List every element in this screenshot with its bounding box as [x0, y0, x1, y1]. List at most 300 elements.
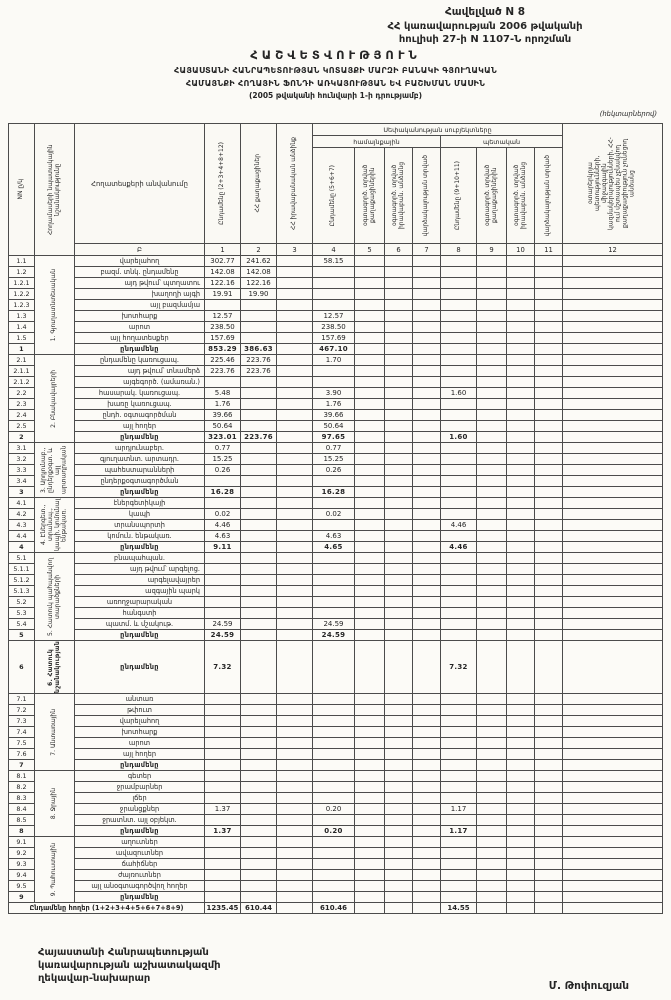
table-row — [9, 869, 663, 880]
table-row — [9, 377, 663, 388]
value-cell — [563, 770, 663, 781]
value-cell — [241, 399, 277, 410]
value-cell — [313, 704, 355, 715]
value-cell — [507, 575, 535, 586]
value-cell — [477, 465, 507, 476]
value-cell — [277, 421, 313, 432]
value-cell — [477, 443, 507, 454]
value-cell — [313, 300, 355, 311]
value-cell — [507, 891, 535, 902]
value-cell — [507, 410, 535, 421]
value-cell — [535, 300, 563, 311]
value-cell — [413, 553, 441, 564]
value-cell — [385, 825, 413, 836]
value-cell — [205, 770, 241, 781]
value-cell — [535, 891, 563, 902]
header-row-top — [9, 124, 663, 136]
value-cell — [477, 344, 507, 355]
value-cell — [441, 531, 477, 542]
value-cell — [441, 586, 477, 597]
value-cell — [413, 880, 441, 891]
value-cell — [241, 619, 277, 630]
value-cell — [507, 542, 535, 553]
value-cell — [441, 399, 477, 410]
value-cell — [277, 443, 313, 454]
value-cell — [355, 693, 385, 704]
value-cell — [477, 454, 507, 465]
value-cell — [563, 399, 663, 410]
table-row — [9, 586, 663, 597]
value-cell — [535, 322, 563, 333]
value-cell — [535, 388, 563, 399]
value-cell: 15.25 — [205, 454, 241, 465]
value-cell — [385, 410, 413, 421]
value-cell — [277, 432, 313, 443]
col-header-6: օգտագործ. տրված իրավաբան. անձանց — [385, 148, 413, 244]
value-cell — [563, 388, 663, 399]
value-cell — [563, 715, 663, 726]
subtotal-row — [9, 432, 663, 443]
value-cell — [563, 792, 663, 803]
value-cell — [563, 377, 663, 388]
value-cell — [313, 792, 355, 803]
value-cell — [477, 520, 507, 531]
value-cell — [477, 693, 507, 704]
value-cell — [205, 608, 241, 619]
value-cell — [241, 630, 277, 641]
value-cell — [385, 377, 413, 388]
row-number: 1.2.3 — [9, 300, 35, 311]
row-label: ընդամենը — [75, 542, 205, 553]
value-cell — [477, 399, 507, 410]
value-cell — [477, 759, 507, 770]
value-cell — [241, 410, 277, 421]
value-cell — [241, 542, 277, 553]
row-label: կապի — [75, 509, 205, 520]
row-label: այլ հողեր — [75, 421, 205, 432]
value-cell — [313, 366, 355, 377]
value-cell — [413, 465, 441, 476]
col-header-9: օգտագործ. տրված քաղաքացիներին — [477, 148, 507, 244]
table-row — [9, 781, 663, 792]
value-cell — [277, 858, 313, 869]
value-cell — [507, 366, 535, 377]
value-cell — [355, 498, 385, 509]
value-cell — [563, 693, 663, 704]
value-cell — [205, 836, 241, 847]
table-row — [9, 355, 663, 366]
value-cell — [563, 748, 663, 759]
value-cell: 241.62 — [241, 256, 277, 267]
value-cell — [205, 476, 241, 487]
community-subgroup-header: համայնքային — [313, 136, 441, 148]
value-cell — [507, 880, 535, 891]
row-number: 8.2 — [9, 781, 35, 792]
row-number: 7.3 — [9, 715, 35, 726]
value-cell — [385, 333, 413, 344]
value-cell — [355, 748, 385, 759]
value-cell — [535, 377, 563, 388]
table-row — [9, 726, 663, 737]
value-cell — [563, 344, 663, 355]
value-cell — [277, 597, 313, 608]
value-cell — [277, 454, 313, 465]
value-cell — [241, 520, 277, 531]
row-label: ջրատնտ. այլ օբյեկտ. — [75, 814, 205, 825]
value-cell — [313, 693, 355, 704]
value-cell — [277, 586, 313, 597]
value-cell — [385, 803, 413, 814]
value-cell — [563, 355, 663, 366]
value-cell — [563, 366, 663, 377]
value-cell — [205, 759, 241, 770]
value-cell — [563, 553, 663, 564]
value-cell: 610.46 — [313, 902, 355, 913]
value-cell — [385, 531, 413, 542]
row-number: 5.2 — [9, 597, 35, 608]
value-cell — [535, 825, 563, 836]
value-cell — [413, 704, 441, 715]
value-cell — [241, 781, 277, 792]
subtotal-row — [9, 641, 663, 694]
value-cell — [477, 770, 507, 781]
value-cell — [385, 586, 413, 597]
table-row — [9, 553, 663, 564]
value-cell — [313, 814, 355, 825]
value-cell — [205, 814, 241, 825]
value-cell — [277, 759, 313, 770]
value-cell — [535, 366, 563, 377]
value-cell — [535, 355, 563, 366]
value-cell — [385, 432, 413, 443]
value-cell — [563, 476, 663, 487]
value-cell — [205, 498, 241, 509]
ownership-group-header: Սեփականության սուբյեկտները — [313, 124, 563, 136]
value-cell — [241, 465, 277, 476]
col-header-7: վարձակալության տրված — [413, 148, 441, 244]
value-cell — [241, 487, 277, 498]
value-cell — [477, 498, 507, 509]
row-number: 5.1.3 — [9, 586, 35, 597]
value-cell — [355, 803, 385, 814]
value-cell: 24.59 — [313, 619, 355, 630]
value-cell — [477, 278, 507, 289]
category-label: 4. Էներգետ., տրանսպ., կապի, կոմունալ ենթակառ. — [35, 498, 75, 553]
value-cell — [413, 487, 441, 498]
value-cell — [441, 410, 477, 421]
value-cell — [413, 520, 441, 531]
value-cell — [477, 564, 507, 575]
code-cell: 9 — [477, 244, 507, 256]
row-label: ճահիճներ — [75, 858, 205, 869]
value-cell — [441, 366, 477, 377]
value-cell — [241, 443, 277, 454]
value-cell: 122.16 — [205, 278, 241, 289]
value-cell — [385, 891, 413, 902]
value-cell — [277, 289, 313, 300]
value-cell: 3.90 — [313, 388, 355, 399]
row-number: 4.2 — [9, 509, 35, 520]
value-cell — [441, 748, 477, 759]
value-cell — [507, 267, 535, 278]
value-cell — [277, 311, 313, 322]
value-cell: 1.37 — [205, 825, 241, 836]
value-cell — [355, 781, 385, 792]
value-cell — [477, 322, 507, 333]
value-cell — [507, 902, 535, 913]
value-cell — [313, 564, 355, 575]
value-cell — [535, 586, 563, 597]
value-cell — [313, 847, 355, 858]
table-row — [9, 443, 663, 454]
value-cell — [413, 781, 441, 792]
value-cell — [563, 880, 663, 891]
value-cell — [313, 737, 355, 748]
value-cell: 5.48 — [205, 388, 241, 399]
value-cell — [277, 333, 313, 344]
value-cell — [413, 803, 441, 814]
value-cell — [413, 377, 441, 388]
value-cell — [313, 726, 355, 737]
value-cell — [355, 256, 385, 267]
annex-line: Հավելված N 8 — [444, 6, 526, 18]
value-cell — [441, 256, 477, 267]
table-row — [9, 289, 663, 300]
value-cell — [277, 748, 313, 759]
value-cell — [441, 300, 477, 311]
value-cell — [277, 704, 313, 715]
value-cell — [385, 399, 413, 410]
value-cell — [385, 322, 413, 333]
row-number: 3.1 — [9, 443, 35, 454]
value-cell — [355, 278, 385, 289]
col-header-8: Ընդամենը (9+10+11) — [441, 148, 477, 244]
table-row — [9, 693, 663, 704]
value-cell — [563, 575, 663, 586]
value-cell — [477, 421, 507, 432]
value-cell — [477, 355, 507, 366]
value-cell — [385, 726, 413, 737]
value-cell — [413, 322, 441, 333]
value-cell — [313, 748, 355, 759]
value-cell — [241, 597, 277, 608]
value-cell — [355, 366, 385, 377]
value-cell — [277, 814, 313, 825]
value-cell — [535, 759, 563, 770]
value-cell — [355, 267, 385, 278]
value-cell — [355, 641, 385, 694]
value-cell: 0.20 — [313, 803, 355, 814]
value-cell — [205, 564, 241, 575]
value-cell — [563, 608, 663, 619]
value-cell — [355, 520, 385, 531]
row-label: ընդամենը — [75, 630, 205, 641]
value-cell — [355, 869, 385, 880]
value-cell — [507, 564, 535, 575]
value-cell: 4.65 — [313, 542, 355, 553]
value-cell — [535, 847, 563, 858]
value-cell — [413, 737, 441, 748]
value-cell — [355, 847, 385, 858]
value-cell — [507, 432, 535, 443]
value-cell — [413, 366, 441, 377]
value-cell — [441, 693, 477, 704]
value-cell — [355, 586, 385, 597]
value-cell — [507, 311, 535, 322]
value-cell: 1.76 — [313, 399, 355, 410]
value-cell — [277, 641, 313, 694]
report-subtitle-2: ՀԱՄԱՅՆՔԻ ՀՈՂԱՅԻՆ ՖՈՆԴԻ ԱՌԿԱՅՈՒԹՅԱՆ ԵՎ ԲԱՇԽՄԱՆ ՄԱՍԻՆ — [185, 79, 486, 88]
row-number: 5.4 — [9, 619, 35, 630]
value-cell — [313, 836, 355, 847]
value-cell — [413, 825, 441, 836]
value-cell — [241, 869, 277, 880]
value-cell — [277, 737, 313, 748]
value-cell — [413, 432, 441, 443]
value-cell — [563, 847, 663, 858]
value-cell: 19.91 — [205, 289, 241, 300]
value-cell — [507, 858, 535, 869]
row-number: 1.3 — [9, 311, 35, 322]
report-subtitle-1: ՀԱՅԱՍՏԱՆԻ ՀԱՆՐԱՊԵՏՈՒԹՅԱՆ ԿՈՏԱՅՔԻ ՄԱՐԶԻ ԲԱՆԱԿԻ ԳՅՈՒՂԱԿԱՆ — [174, 66, 497, 75]
value-cell — [563, 432, 663, 443]
table-row — [9, 575, 663, 586]
table-row — [9, 388, 663, 399]
value-cell — [241, 726, 277, 737]
value-cell — [385, 836, 413, 847]
value-cell — [563, 564, 663, 575]
value-cell: 0.77 — [313, 443, 355, 454]
value-cell — [205, 715, 241, 726]
value-cell — [563, 902, 663, 913]
value-cell — [413, 498, 441, 509]
row-label: արգելավայրեր — [75, 575, 205, 586]
code-cell: 3 — [277, 244, 313, 256]
table-row — [9, 737, 663, 748]
code-cell: 4 — [313, 244, 355, 256]
value-cell — [241, 388, 277, 399]
row-label: գյուղատնտ. արտադր. — [75, 454, 205, 465]
value-cell — [205, 869, 241, 880]
table-row — [9, 619, 663, 630]
table-row — [9, 803, 663, 814]
value-cell: 58.15 — [313, 256, 355, 267]
value-cell — [355, 825, 385, 836]
value-cell — [563, 520, 663, 531]
value-cell: 24.59 — [205, 619, 241, 630]
table-row — [9, 597, 663, 608]
value-cell — [313, 869, 355, 880]
row-number: 5 — [9, 630, 35, 641]
state-subgroup-header: պետական — [441, 136, 563, 148]
value-cell — [477, 641, 507, 694]
value-cell — [477, 737, 507, 748]
value-cell — [385, 564, 413, 575]
annex-block — [315, 6, 655, 46]
value-cell — [355, 553, 385, 564]
row-label: վարելահող — [75, 256, 205, 267]
value-cell — [385, 443, 413, 454]
row-label: խոտհարք — [75, 726, 205, 737]
value-cell — [277, 531, 313, 542]
value-cell — [441, 704, 477, 715]
value-cell — [441, 289, 477, 300]
units-note: (հեկտարներով) — [599, 110, 657, 118]
value-cell: 0.26 — [205, 465, 241, 476]
value-cell — [385, 487, 413, 498]
value-cell — [507, 825, 535, 836]
value-cell — [385, 847, 413, 858]
value-cell — [385, 597, 413, 608]
row-number: 1.2 — [9, 267, 35, 278]
value-cell — [563, 704, 663, 715]
row-number: 9.5 — [9, 880, 35, 891]
value-cell — [241, 847, 277, 858]
value-cell — [413, 476, 441, 487]
value-cell — [535, 267, 563, 278]
value-cell: 12.57 — [205, 311, 241, 322]
value-cell — [277, 869, 313, 880]
value-cell — [413, 355, 441, 366]
value-cell — [535, 311, 563, 322]
value-cell — [313, 498, 355, 509]
value-cell — [563, 454, 663, 465]
value-cell — [477, 388, 507, 399]
value-cell — [205, 891, 241, 902]
value-cell — [413, 410, 441, 421]
value-cell — [507, 630, 535, 641]
value-cell — [385, 553, 413, 564]
value-cell — [385, 421, 413, 432]
value-cell — [355, 597, 385, 608]
value-cell — [241, 421, 277, 432]
value-cell — [277, 410, 313, 421]
value-cell — [313, 597, 355, 608]
value-cell — [477, 792, 507, 803]
value-cell — [477, 630, 507, 641]
code-cell-name: Բ — [75, 244, 205, 256]
value-cell — [277, 781, 313, 792]
value-cell — [241, 748, 277, 759]
value-cell — [535, 520, 563, 531]
row-label: արոտ — [75, 322, 205, 333]
row-label: պահեստարանների — [75, 465, 205, 476]
value-cell — [355, 542, 385, 553]
value-cell — [313, 770, 355, 781]
value-cell — [355, 715, 385, 726]
row-number: 4.1 — [9, 498, 35, 509]
value-cell — [385, 498, 413, 509]
row-label: ընդամենը — [75, 825, 205, 836]
value-cell — [563, 443, 663, 454]
row-number: 3.2 — [9, 454, 35, 465]
value-cell: 1.60 — [441, 388, 477, 399]
value-cell — [535, 693, 563, 704]
value-cell — [277, 564, 313, 575]
value-cell — [477, 803, 507, 814]
value-cell — [441, 608, 477, 619]
value-cell — [385, 366, 413, 377]
value-cell — [507, 737, 535, 748]
value-cell — [563, 814, 663, 825]
value-cell — [507, 792, 535, 803]
value-cell — [563, 410, 663, 421]
row-number: 1.4 — [9, 322, 35, 333]
row-number: 4 — [9, 542, 35, 553]
row-label: այլ հողատեսքեր — [75, 333, 205, 344]
value-cell — [507, 531, 535, 542]
value-cell: 39.66 — [313, 410, 355, 421]
